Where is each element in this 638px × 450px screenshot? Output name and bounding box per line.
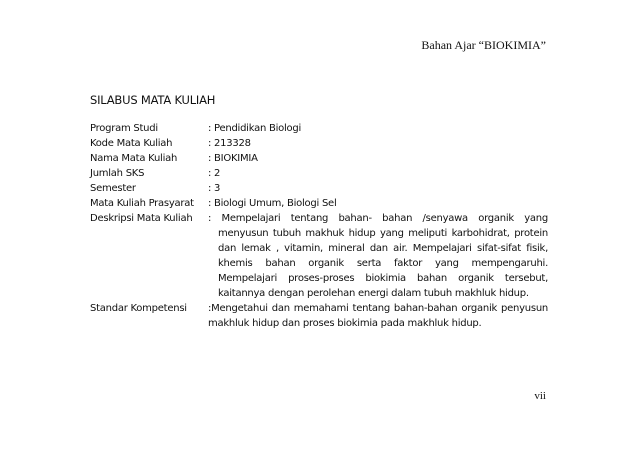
- row-semester: [90, 181, 548, 196]
- row-deskripsi-mata-kuliah: [90, 211, 548, 301]
- row-nama-mata-kuliah: [90, 151, 548, 166]
- row-value: : 3: [208, 183, 221, 194]
- row-value: :Mengetahui dan memahami tentang bahan-bahan organik penyusun makhluk hidup dan proses biokimia pada makhluk hidup.: [208, 303, 548, 329]
- row-label: Standar Kompetensi: [90, 303, 187, 314]
- row-value: : 2: [208, 168, 221, 179]
- row-jumlah-sks: [90, 166, 548, 181]
- row-label: Program Studi: [90, 123, 158, 134]
- row-label: Jumlah SKS: [90, 168, 145, 179]
- row-label: Deskripsi Mata Kuliah: [90, 213, 193, 224]
- row-label: Kode Mata Kuliah: [90, 138, 173, 149]
- row-label: Mata Kuliah Prasyarat: [90, 198, 194, 209]
- row-value: : Mempelajari tentang bahan- bahan /senyawa organik yang menyusun tubuh makhuk hidup yang meliputi karbohidrat, protein dan lemak , vitamin, mineral dan air. Mempelajari sifat-sifat fisik, khemis bahan organik serta faktor yang mempengaruhi. Mempelajari proses-proses biokimia bahan organik tersebut, kaitannya dengan perolehan energi dalam tubuh makhluk hidup.: [208, 213, 548, 299]
- syllabus-table: [90, 121, 548, 331]
- row-value: : BIOKIMIA: [208, 153, 258, 164]
- row-standar-kompetensi: [90, 301, 548, 331]
- page-header: Bahan Ajar “BIOKIMIA”: [421, 38, 546, 52]
- row-mata-kuliah-prasyarat: [90, 196, 548, 211]
- page-number: vii: [534, 390, 546, 402]
- row-program-studi: [90, 121, 548, 136]
- row-kode-mata-kuliah: [90, 136, 548, 151]
- row-label: Nama Mata Kuliah: [90, 153, 178, 164]
- page-title: SILABUS MATA KULIAH: [90, 93, 216, 107]
- row-value: : 213328: [208, 138, 251, 149]
- row-value: : Pendidikan Biologi: [208, 123, 302, 134]
- row-value: : Biologi Umum, Biologi Sel: [208, 198, 337, 209]
- row-label: Semester: [90, 183, 136, 194]
